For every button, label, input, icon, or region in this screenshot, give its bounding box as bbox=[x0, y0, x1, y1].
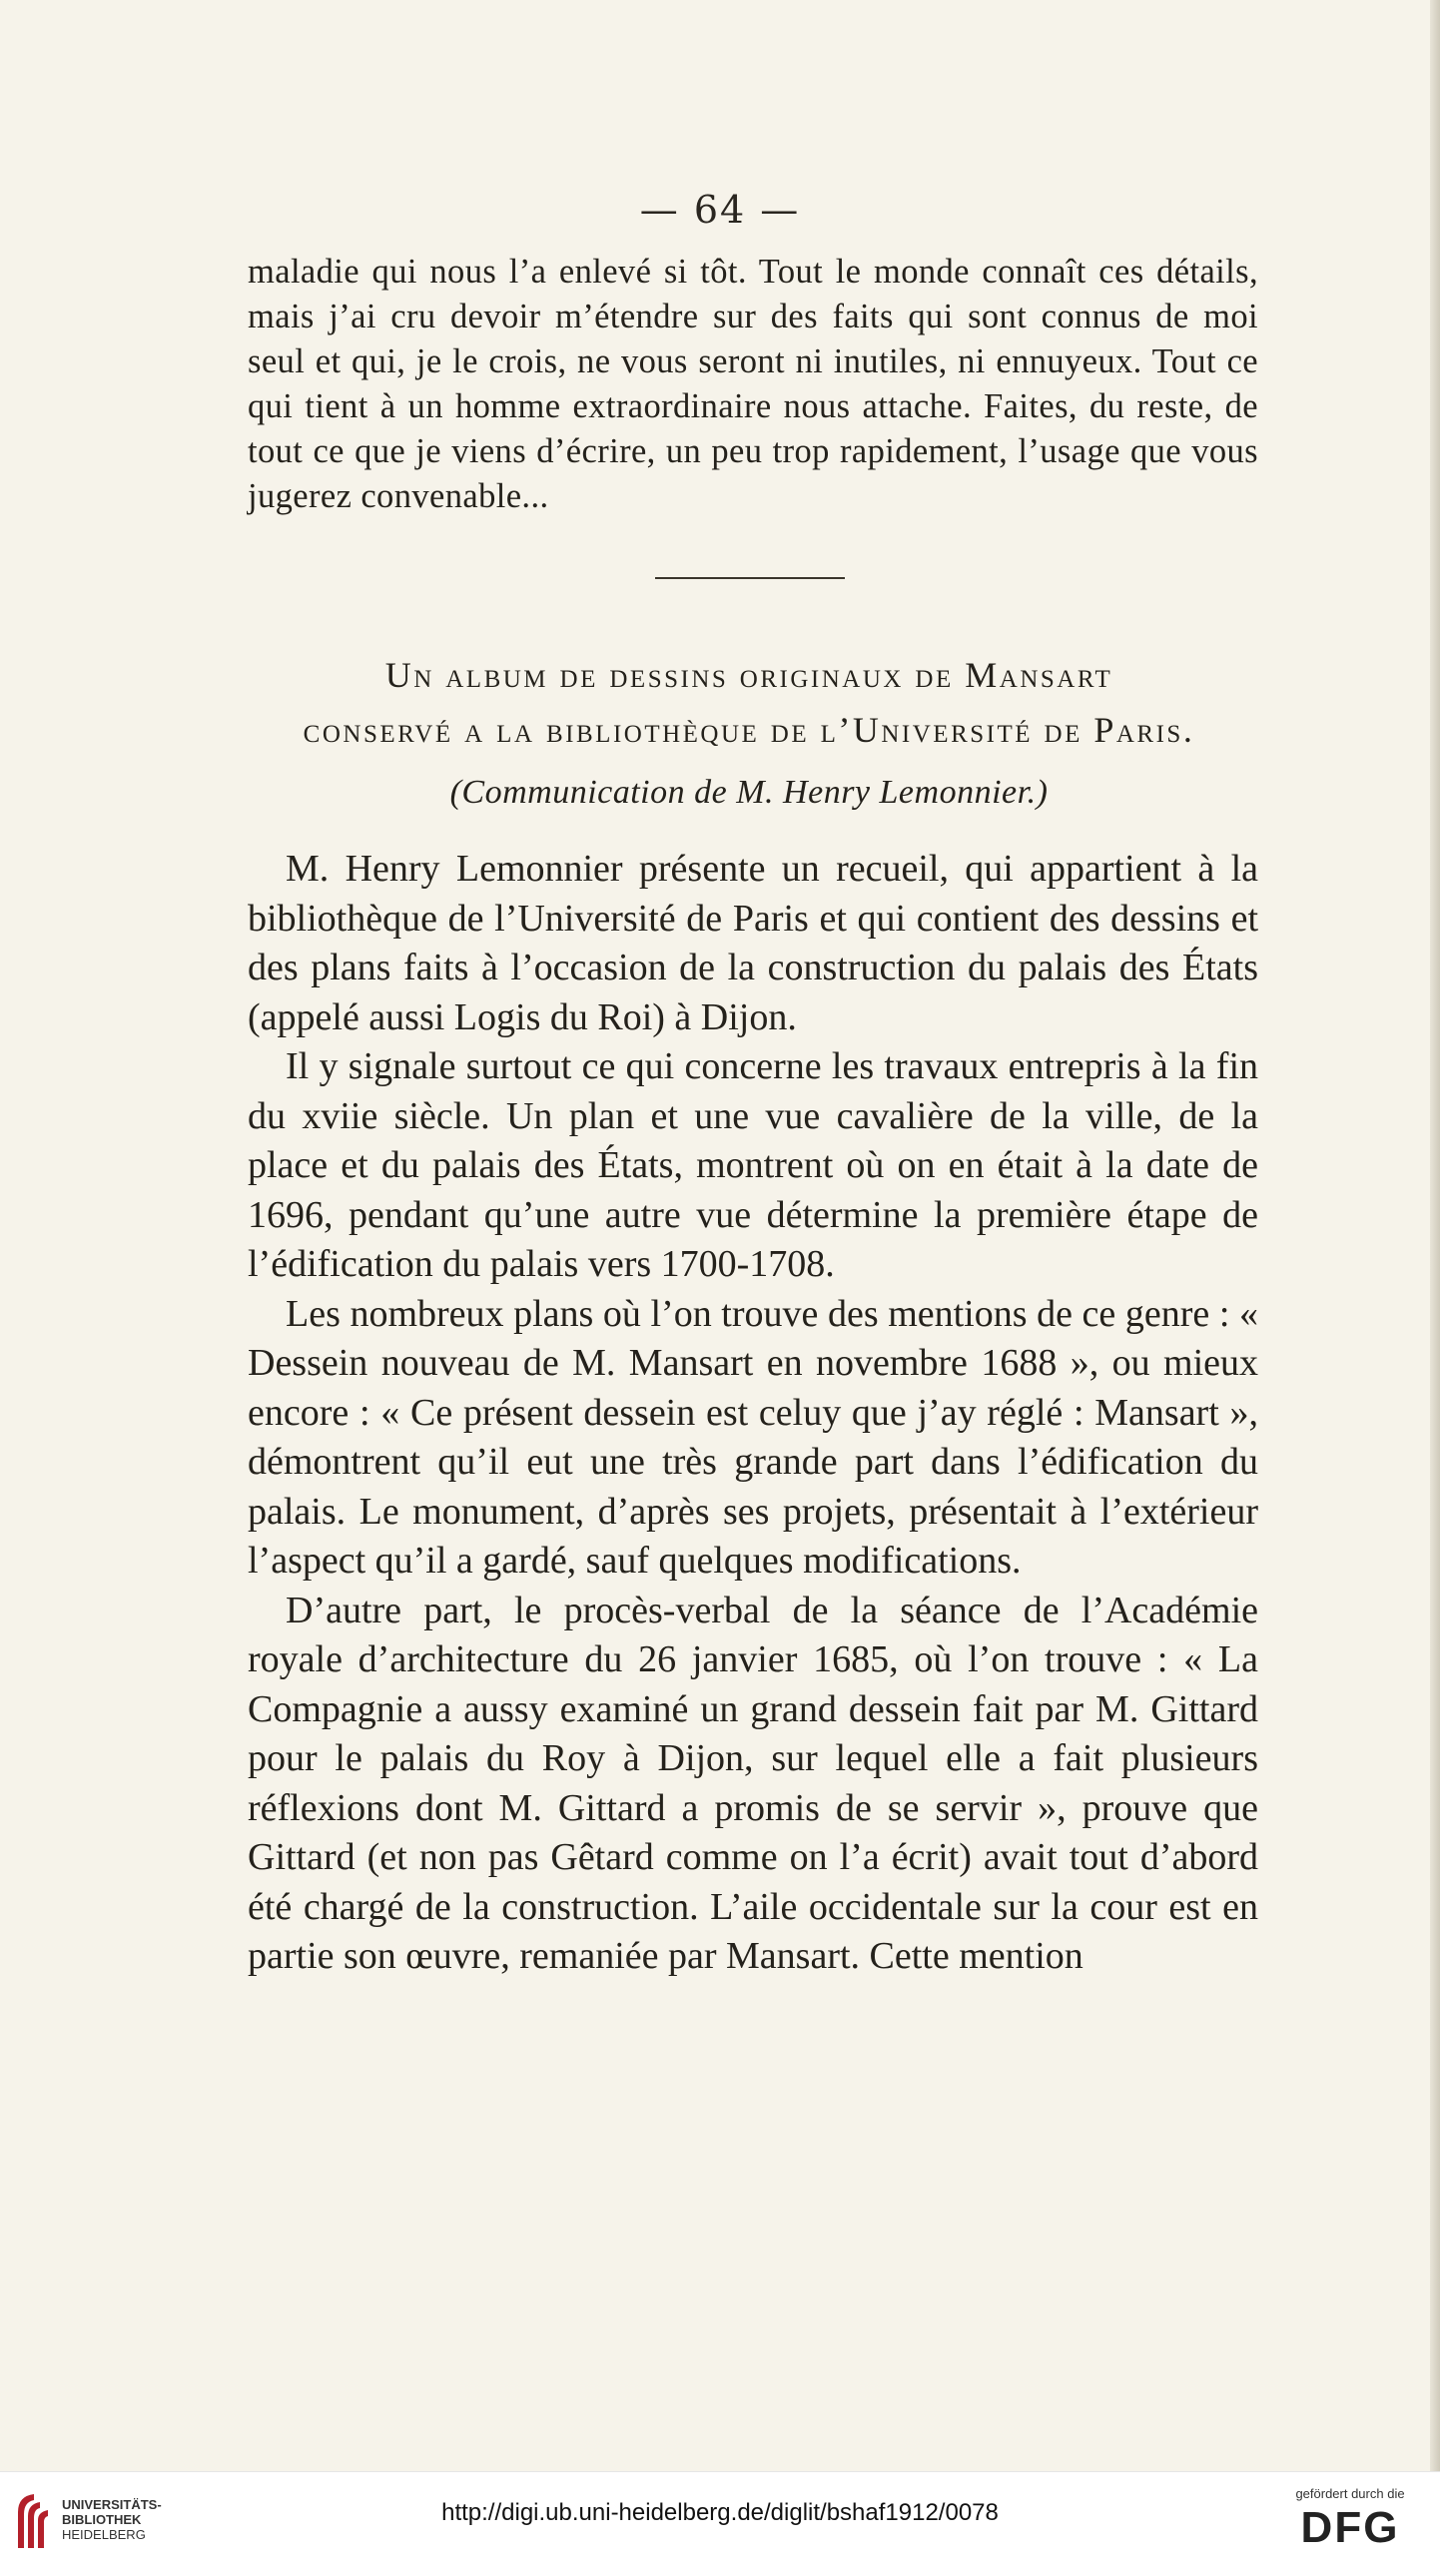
paragraph: M. Henry Lemonnier présente un recueil, qui appartient à la bibliothèque de l’Université de Paris et qui contient des dessins et des plans faits à l’occasion de la construction du palais des États (appelé aussi Logis du Roi) à Dijon. bbox=[248, 848, 1258, 1038]
text-block-top bbox=[248, 250, 1258, 519]
library-name-line: UNIVERSITÄTS- bbox=[62, 2497, 162, 2512]
page-number: — 64 — bbox=[639, 188, 801, 232]
library-name-line: HEIDELBERG bbox=[62, 2527, 146, 2542]
paragraph: Il y signale surtout ce qui concerne les travaux entrepris à la fin du xviie siècle. Un plan et une vue cavalière de la ville, de la place et du palais des États, montrent où on en était à la date de 1696, pendant qu’une autre vue détermine la première étape de l’édification du palais vers 1700-1708. bbox=[248, 1045, 1258, 1285]
section-divider bbox=[655, 577, 845, 579]
paragraph: maladie qui nous l’a enlevé si tôt. Tout le monde connaît ces détails, mais j’ai cru devoir m’étendre sur des faits qui sont connus de moi seul et qui, je le crois, ne vous seront ni inutiles, ni ennuyeux. Tout ce qui tient à un homme extraordinaire nous attache. Faites, du reste, de tout ce que je viens d’écrire, un peu trop rapidement, l’usage que vous jugerez convenable... bbox=[248, 253, 1258, 515]
paragraph: Les nombreux plans où l’on trouve des mentions de ce genre : « Dessein nouveau de M. Mansart en novembre 1688 », ou mieux encore : « Ce présent dessein est celuy que j’ay réglé : Mansart », démontrent qu’il eut une très grande part dans l’édification du palais. Le monument, d’après ses projets, présentait à l’extérieur l’aspect qu’il a gardé, sauf quelques modifications. bbox=[248, 1292, 1258, 1582]
section-title-line1: Un album de dessins originaux de Mansart bbox=[384, 655, 1113, 695]
communication-credit: (Communication de M. Henry Lemonnier.) bbox=[449, 774, 1049, 811]
page-url-link[interactable]: http://digi.ub.uni-heidelberg.de/diglit/bshaf1912/0078 bbox=[441, 2499, 999, 2526]
dfg-logo-icon: DFG bbox=[1300, 2503, 1400, 2552]
section-title-line2: conservé a la bibliothèque de l’Université de Paris. bbox=[303, 710, 1195, 750]
text-block-main bbox=[248, 845, 1258, 1982]
sponsor-label: gefördert durch die bbox=[1295, 2486, 1405, 2501]
sponsor-block bbox=[1280, 2486, 1420, 2551]
library-name-line: BIBLIOTHEK bbox=[62, 2512, 142, 2527]
paragraph: D’autre part, le procès-verbal de la séance de l’Académie royale d’architecture du 26 janvier 1685, où l’on trouve : « La Compagnie a aussy examiné un grand dessein fait par M. Gittard pour le palais du Roy à Dijon, sur lequel elle a fait plusieurs réflexions dont M. Gittard a promis de se servir », prouve que Gittard (et non pas Gêtard comme on l’a écrit) avait tout d’abord été chargé de la construction. L’aile occidentale sur la cour est en partie son œuvre, remaniée par Mansart. Cette mention bbox=[248, 1589, 1258, 1977]
page-edge-shadow bbox=[1430, 0, 1440, 2471]
